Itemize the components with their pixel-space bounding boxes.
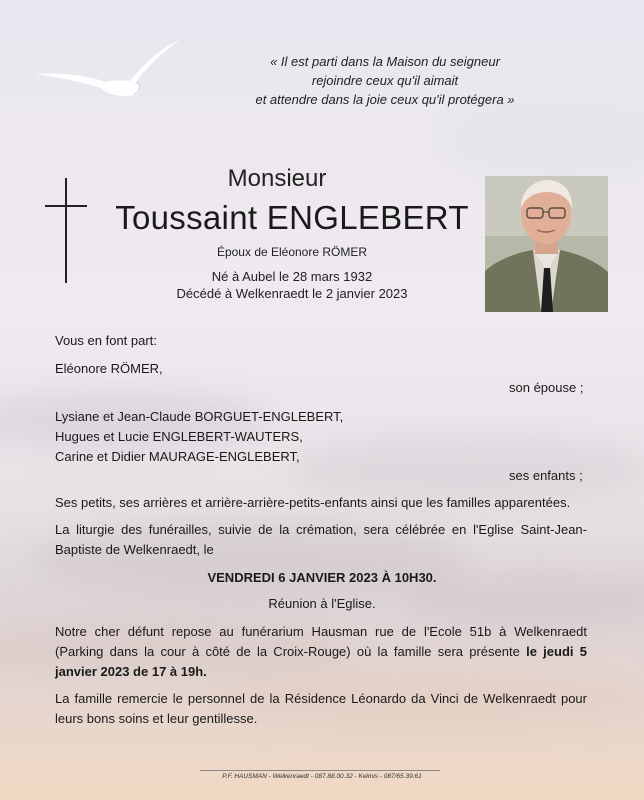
- ceremony-date: VENDREDI 6 JANVIER 2023 À 10H30.: [207, 570, 437, 585]
- visitation-date: le jeudi 5 janvier 2023 de 17 à 19h.: [55, 644, 587, 679]
- child-line: Hugues et Lucie ENGLEBERT-WAUTERS,: [55, 429, 303, 444]
- visitation-text: [55, 622, 587, 682]
- visitation-body: Notre cher défunt repose au funérarium Hausman rue de l'Ecole 51b à Welkenraedt (Parking dans la cour à côté de la Croix-Rouge) où la famille sera présente: [55, 624, 587, 659]
- footer-contact: P.F. HAUSMAN - Welkenraedt - 087.88.00.32 - Kelmis - 087/65.39.61: [222, 773, 422, 780]
- honorific: Monsieur: [227, 165, 327, 192]
- seagull-icon: [30, 36, 185, 106]
- grandchildren-text: Ses petits, ses arrières et arrière-arrière-petits-enfants ainsi que les familles apparentées.: [55, 495, 571, 510]
- spouse-role: son épouse ;: [509, 380, 584, 395]
- meeting-place: Réunion à l'Eglise.: [268, 596, 376, 611]
- intro-text: Vous en font part:: [55, 333, 157, 348]
- portrait-photo: [485, 176, 608, 312]
- footer-divider: [200, 770, 440, 771]
- epitaph-quote: [180, 52, 590, 109]
- death-line: Décédé à Welkenraedt le 2 janvier 2023: [176, 286, 408, 301]
- quote-line-2: rejoindre ceux qu'il aimait: [311, 73, 459, 88]
- quote-line-3: et attendre dans la joie ceux qu'il protégera »: [255, 92, 515, 107]
- spouse-name: Eléonore RÖMER,: [55, 361, 163, 376]
- spouse-line: Époux de Eléonore RÖMER: [216, 245, 368, 259]
- deceased-name: Toussaint ENGLEBERT: [115, 199, 469, 236]
- children-role: ses enfants ;: [509, 468, 583, 483]
- children-list: [55, 407, 343, 467]
- ceremony-text: La liturgie des funérailles, suivie de la crémation, sera célébrée en l'Eglise Saint-Jean-Baptiste de Welkenraedt, le: [55, 522, 587, 557]
- child-line: Lysiane et Jean-Claude BORGUET-ENGLEBERT,: [55, 409, 344, 424]
- quote-line-1: « Il est parti dans la Maison du seigneur: [270, 54, 500, 69]
- birth-line: Né à Aubel le 28 mars 1932: [211, 269, 373, 284]
- child-line: Carine et Didier MAURAGE-ENGLEBERT,: [55, 449, 300, 464]
- thanks-text: La famille remercie le personnel de la Résidence Léonardo da Vinci de Welkenraedt pour leurs bons soins et leur gentillesse.: [55, 691, 587, 726]
